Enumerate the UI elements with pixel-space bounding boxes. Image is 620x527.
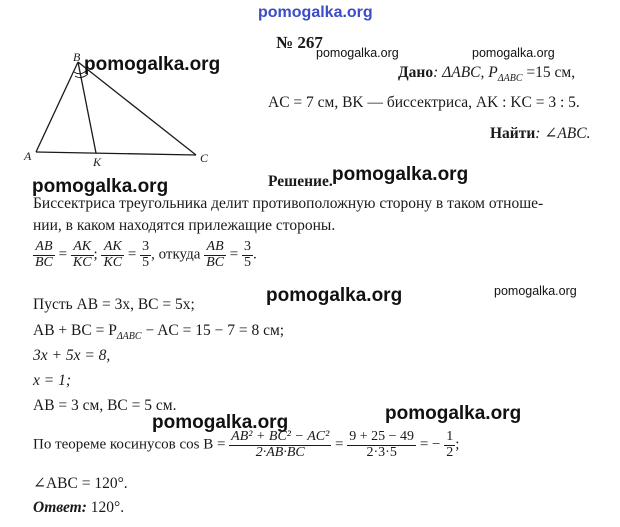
fraction: $\frac{AB}{BC}$: [206, 239, 225, 270]
vertex-c-label: C: [200, 151, 209, 165]
result-line: ∠ABC = 120°.: [33, 475, 128, 492]
side-ac: [36, 152, 196, 155]
watermark: pomogalka.org: [385, 403, 522, 424]
watermark: pomogalka.org: [472, 46, 555, 60]
solution-paragraph-2: нии, в каком находятся прилежащие стороны.: [33, 217, 336, 234]
given-text: : ΔABC, P: [433, 64, 498, 81]
let-line: Пусть AB = 3x, BC = 5x;: [33, 296, 195, 313]
fraction: $\frac{AB}{BC}$: [35, 239, 53, 270]
find-label: Найти: [490, 125, 536, 142]
vertex-a-label: A: [24, 149, 32, 163]
side-ab: [36, 62, 78, 152]
cosine-line: По теореме косинусов cos B = $\frac{\text{AB² + BC² − AC²}}{2\cdot AB\cdot BC}$ = $\frac{9 + 25 - 49}{2\cdot 3\cdot 5}$ = − $\frac{1}{2}$ ;: [33, 429, 460, 460]
problem-number: № 267: [276, 33, 323, 52]
vertex-b-label: B: [73, 52, 81, 64]
given-line-1: [398, 64, 575, 84]
given-line-2: AC = 7 см, BK — биссектриса, AK : KC = 3 : 5.: [268, 94, 580, 111]
find-text: : ∠ABC.: [535, 125, 591, 142]
answer-label: Ответ:: [33, 499, 87, 516]
given-label: Дано: [398, 64, 434, 81]
watermark: pomogalka.org: [316, 46, 399, 60]
fraction: $\frac{AK}{KC}$: [72, 239, 92, 270]
sum-line: AB + BC = $P_{\Delta ABC}$ − AC = 15 − 7 = 8 см;: [33, 322, 285, 343]
solution-paragraph: Биссектриса треугольника делит противоположную сторону в таком отноше-: [33, 195, 544, 212]
equation-line: 3x + 5x = 8,: [33, 347, 111, 364]
ratio-line: $\frac{AB}{BC}$ = $\frac{AK}{KC}$ ; $\frac{AK}{KC}$ = $\frac{3}{5}$ , откуда $\frac{AB}{BC}$ = $\frac{3}{5}$ .: [35, 239, 257, 270]
fraction: $\frac{3}{5}$: [244, 239, 252, 270]
equation-line: AB = 3 см, BC = 5 см.: [33, 397, 177, 414]
watermark: pomogalka.org: [266, 285, 403, 306]
equation-line: x = 1;: [33, 372, 72, 389]
watermark: pomogalka.org: [332, 164, 469, 185]
solution-heading: Решение.: [268, 173, 333, 190]
watermark: pomogalka.org: [32, 176, 169, 197]
given-text-end: =15 см,: [522, 64, 576, 81]
watermark-top: pomogalka.org: [258, 4, 373, 21]
fraction: $\frac{9 + 25 - 49}{2\cdot 3\cdot 5}$: [349, 429, 415, 460]
watermark: pomogalka.org: [494, 284, 577, 298]
given-sub: ΔABC: [497, 73, 523, 85]
fraction: $\frac{\text{AB² + BC² − AC²}}{2\cdot AB\cdot BC}$: [231, 429, 330, 460]
watermark: pomogalka.org: [152, 412, 289, 433]
answer-line: [33, 499, 124, 517]
fraction: $\frac{1}{2}$: [446, 429, 454, 460]
find-line: [490, 124, 590, 143]
point-k-label: K: [93, 155, 102, 169]
fraction: $\frac{AK}{KC}$: [103, 239, 123, 270]
watermark: pomogalka.org: [84, 54, 221, 75]
fraction: $\frac{3}{5}$: [142, 239, 150, 270]
answer-value: 120°.: [86, 499, 125, 516]
